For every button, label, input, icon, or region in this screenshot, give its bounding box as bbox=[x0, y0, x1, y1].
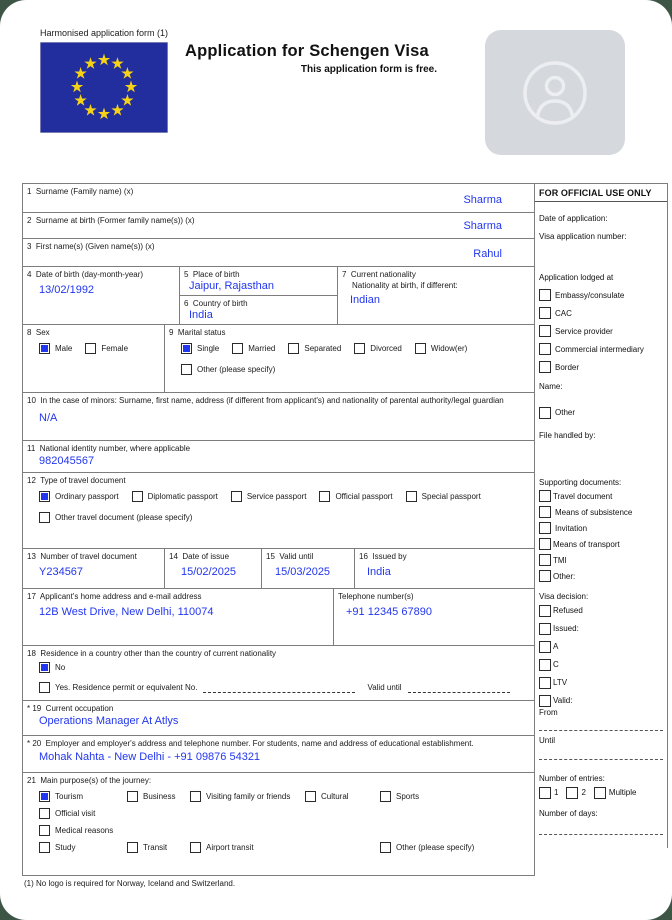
field-travel-document-type bbox=[23, 473, 534, 549]
border-label: Border bbox=[555, 362, 580, 372]
checkbox-divorced[interactable] bbox=[354, 343, 365, 354]
commercial-intermediary-label: Commercial intermediary bbox=[555, 344, 644, 354]
telephone-label: Telephone number(s) bbox=[338, 592, 414, 601]
field-surname bbox=[23, 184, 534, 213]
transit-label: Transit bbox=[143, 843, 168, 852]
residence-valid-until-blank[interactable] bbox=[408, 683, 510, 693]
checkbox-visa-valid[interactable] bbox=[539, 695, 551, 707]
official-passport-label: Official passport bbox=[335, 492, 393, 501]
checkbox-marital-other[interactable] bbox=[181, 364, 192, 375]
field-birth-nationality-group bbox=[23, 267, 534, 325]
field-first-name bbox=[23, 239, 534, 267]
field-issued-by bbox=[354, 549, 534, 588]
purpose-other-label: Other (please specify) bbox=[396, 843, 475, 852]
issued-by-value[interactable]: India bbox=[367, 566, 391, 578]
travel-document-number-value[interactable]: Y234567 bbox=[39, 566, 84, 578]
checkbox-female[interactable] bbox=[85, 343, 96, 354]
date-of-birth-label: 4 Date of birth (day-month-year) bbox=[27, 270, 144, 279]
single-label: Single bbox=[197, 344, 220, 353]
country-of-birth-label: 6 Country of birth bbox=[184, 299, 248, 308]
travel-document-type-label: 12 Type of travel document bbox=[27, 476, 126, 485]
name-label: Name: bbox=[539, 382, 563, 392]
lodged-other-label: Other bbox=[555, 408, 576, 418]
valid-until-label: 15 Valid until bbox=[266, 552, 314, 561]
residence-no-label: No bbox=[55, 663, 66, 672]
invitation-label: Invitation bbox=[555, 523, 588, 533]
field-telephone bbox=[333, 589, 534, 645]
field-residence-other-country bbox=[23, 646, 534, 701]
current-nationality-label: 7 Current nationality bbox=[342, 270, 416, 279]
field-national-id bbox=[23, 441, 534, 473]
service-passport-label: Service passport bbox=[246, 492, 307, 501]
widower-label: Widow(er) bbox=[430, 344, 468, 353]
residence-permit-number-blank[interactable] bbox=[203, 683, 355, 693]
checkbox-business[interactable] bbox=[127, 791, 138, 802]
national-id-label: 11 National identity number, where applicable bbox=[27, 444, 191, 453]
entries-multiple-label: Multiple bbox=[608, 788, 637, 798]
checkbox-diplomatic-passport[interactable] bbox=[132, 491, 143, 502]
refused-label: Refused bbox=[553, 606, 583, 616]
female-label: Female bbox=[101, 344, 129, 353]
checkbox-tmi[interactable] bbox=[539, 554, 551, 566]
surname-at-birth-label: 2 Surname at birth (Former family name(s)) (x) bbox=[27, 216, 195, 225]
until-date-blank[interactable] bbox=[539, 759, 663, 760]
country-of-birth-value[interactable]: India bbox=[189, 309, 213, 321]
field-date-of-birth bbox=[23, 267, 179, 324]
field-country-of-birth bbox=[180, 296, 337, 322]
journey-purpose-label: 21 Main purpose(s) of the journey: bbox=[27, 776, 152, 785]
current-nationality-value[interactable]: Indian bbox=[350, 294, 380, 306]
harmonised-form-label: Harmonised application form (1) bbox=[40, 28, 169, 38]
minors-label: 10 In the case of minors: Surname, first name, address (if different from applicant's) and nationality of parental authority/legal guardian bbox=[27, 396, 504, 405]
checkbox-entries-multiple[interactable] bbox=[594, 787, 606, 799]
other-travel-document-label: Other travel document (please specify) bbox=[55, 513, 193, 522]
cultural-label: Cultural bbox=[321, 792, 349, 801]
travel-document-label: Travel document bbox=[553, 491, 613, 501]
checkbox-visa-c[interactable] bbox=[539, 659, 551, 671]
checkbox-service-provider[interactable] bbox=[539, 325, 551, 337]
study-label: Study bbox=[55, 843, 76, 852]
checkbox-visa-ltv[interactable] bbox=[539, 677, 551, 689]
page-subtitle: This application form is free. bbox=[300, 64, 437, 75]
checkbox-lodged-other[interactable] bbox=[539, 407, 551, 419]
field-journey-purpose bbox=[23, 773, 534, 876]
visa-application-number-label: Visa application number: bbox=[539, 232, 627, 242]
field-employer bbox=[23, 736, 534, 773]
employer-value[interactable]: Mohak Nahta - New Delhi - +91 09876 54321 bbox=[39, 751, 261, 763]
issued-by-label: 16 Issued by bbox=[359, 552, 407, 561]
file-handled-by-label: File handled by: bbox=[539, 430, 596, 440]
visa-valid-label: Valid: bbox=[553, 696, 573, 706]
from-date-blank[interactable] bbox=[539, 730, 663, 731]
first-name-value[interactable]: Rahul bbox=[473, 247, 502, 260]
tmi-label: TMI bbox=[553, 555, 567, 565]
checkbox-visiting-family[interactable] bbox=[190, 791, 201, 802]
telephone-value[interactable]: +91 12345 67890 bbox=[346, 606, 432, 618]
field-current-nationality bbox=[337, 267, 534, 324]
travel-document-number-label: 13 Number of travel document bbox=[27, 552, 137, 561]
field-travel-document-details bbox=[23, 549, 534, 589]
field-place-of-birth bbox=[180, 267, 337, 296]
medical-reasons-label: Medical reasons bbox=[55, 826, 114, 835]
male-label: Male bbox=[55, 344, 73, 353]
service-provider-label: Service provider bbox=[555, 326, 613, 336]
first-name-label: 3 First name(s) (Given name(s)) (x) bbox=[27, 242, 155, 251]
date-of-issue-value[interactable]: 15/02/2025 bbox=[181, 566, 237, 578]
field-marital-status bbox=[164, 325, 534, 392]
checkbox-commercial-intermediary[interactable] bbox=[539, 343, 551, 355]
home-address-value[interactable]: 12B West Drive, New Delhi, 110074 bbox=[39, 606, 214, 618]
checkbox-refused[interactable] bbox=[539, 605, 551, 617]
means-of-subsistence-label: Means of subsistence bbox=[555, 507, 633, 517]
checkbox-official-passport[interactable] bbox=[319, 491, 330, 502]
embassy-consulate-label: Embassy/consulate bbox=[555, 290, 625, 300]
photo-placeholder[interactable] bbox=[485, 30, 625, 155]
airport-transit-label: Airport transit bbox=[206, 843, 254, 852]
checkbox-residence-yes[interactable] bbox=[39, 682, 50, 693]
checkbox-official-visit[interactable] bbox=[39, 808, 50, 819]
marital-status-label: 9 Marital status bbox=[169, 328, 226, 337]
from-label: From bbox=[539, 707, 558, 717]
place-of-birth-value[interactable]: Jaipur, Rajasthan bbox=[189, 280, 274, 292]
checkbox-entries-2[interactable] bbox=[566, 787, 578, 799]
checkbox-widower[interactable] bbox=[415, 343, 426, 354]
residence-yes-label: Yes. Residence permit or equivalent No. bbox=[55, 683, 198, 692]
field-place-country-of-birth bbox=[179, 267, 337, 324]
current-occupation-label: * 19 Current occupation bbox=[27, 704, 114, 713]
residence-valid-until-label: Valid until bbox=[367, 683, 402, 692]
checkbox-border[interactable] bbox=[539, 361, 551, 373]
number-of-entries-label: Number of entries: bbox=[539, 773, 605, 783]
current-occupation-value[interactable]: Operations Manager At Atlys bbox=[39, 715, 179, 727]
person-icon bbox=[519, 57, 591, 129]
business-label: Business bbox=[143, 792, 176, 801]
field-surname-at-birth bbox=[23, 213, 534, 239]
checkbox-airport-transit[interactable] bbox=[190, 842, 201, 853]
divorced-label: Divorced bbox=[370, 344, 402, 353]
entries-2-label: 2 bbox=[581, 788, 586, 798]
means-of-transport-label: Means of transport bbox=[553, 539, 620, 549]
footnote: (1) No logo is required for Norway, Iceland and Switzerland. bbox=[24, 879, 236, 888]
page-title: Application for Schengen Visa bbox=[185, 42, 429, 60]
form-body bbox=[22, 183, 668, 876]
date-of-issue-label: 14 Date of issue bbox=[169, 552, 230, 561]
checkbox-male[interactable] bbox=[39, 343, 50, 354]
date-of-birth-value[interactable]: 13/02/1992 bbox=[39, 284, 95, 296]
checkbox-cultural[interactable] bbox=[305, 791, 316, 802]
checkbox-transit[interactable] bbox=[127, 842, 138, 853]
official-use-sidebar bbox=[535, 184, 668, 848]
visiting-family-label: Visiting family or friends bbox=[206, 792, 291, 801]
application-lodged-at-label: Application lodged at bbox=[539, 272, 614, 282]
number-of-days-label: Number of days: bbox=[539, 808, 598, 818]
until-label: Until bbox=[539, 736, 556, 746]
sex-label: 8 Sex bbox=[27, 328, 50, 337]
visa-a-label: A bbox=[553, 642, 559, 652]
visa-c-label: C bbox=[553, 660, 559, 670]
sports-label: Sports bbox=[396, 792, 420, 801]
official-use-heading: FOR OFFICIAL USE ONLY bbox=[535, 184, 667, 202]
visa-decision-label: Visa decision: bbox=[539, 592, 589, 602]
married-label: Married bbox=[248, 344, 276, 353]
field-valid-until bbox=[261, 549, 354, 588]
checkbox-sports[interactable] bbox=[380, 791, 391, 802]
supporting-documents-label: Supporting documents: bbox=[539, 477, 622, 487]
field-current-occupation bbox=[23, 701, 534, 736]
checkbox-residence-no[interactable] bbox=[39, 662, 50, 673]
checkbox-ordinary-passport[interactable] bbox=[39, 491, 50, 502]
field-minors bbox=[23, 393, 534, 441]
checkbox-separated[interactable] bbox=[288, 343, 299, 354]
eu-flag bbox=[40, 42, 168, 133]
form-title-block bbox=[185, 42, 437, 75]
date-of-application-label: Date of application: bbox=[539, 214, 608, 223]
checkbox-cac[interactable] bbox=[539, 307, 551, 319]
checkbox-travel-document[interactable] bbox=[539, 490, 551, 502]
checkbox-service-passport[interactable] bbox=[231, 491, 242, 502]
field-date-of-issue bbox=[164, 549, 261, 588]
checkbox-special-passport[interactable] bbox=[406, 491, 417, 502]
checkbox-means-of-transport[interactable] bbox=[539, 538, 551, 550]
checkbox-medical-reasons[interactable] bbox=[39, 825, 50, 836]
cac-label: CAC bbox=[555, 308, 572, 318]
diplomatic-passport-label: Diplomatic passport bbox=[147, 492, 218, 501]
supporting-other-label: Other: bbox=[553, 571, 576, 581]
number-of-days-blank[interactable] bbox=[539, 834, 663, 835]
place-of-birth-label: 5 Place of birth bbox=[184, 270, 240, 279]
form-main-column bbox=[22, 184, 535, 876]
checkbox-tourism[interactable] bbox=[39, 791, 50, 802]
residence-label: 18 Residence in a country other than the country of current nationality bbox=[27, 649, 277, 658]
national-id-value[interactable]: 982045567 bbox=[39, 455, 95, 467]
tourism-label: Tourism bbox=[55, 792, 84, 801]
checkbox-supporting-other[interactable] bbox=[539, 570, 551, 582]
field-home-address bbox=[23, 589, 534, 646]
checkbox-embassy-consulate[interactable] bbox=[539, 289, 551, 301]
entries-1-label: 1 bbox=[554, 788, 559, 798]
employer-label: * 20 Employer and employer's address and telephone number. For students, name and address of educational establishment. bbox=[27, 739, 474, 748]
field-sex bbox=[23, 325, 164, 392]
checkbox-other-travel-document[interactable] bbox=[39, 512, 50, 523]
marital-other-label: Other (please specify) bbox=[197, 365, 276, 374]
surname-at-birth-value[interactable]: Sharma bbox=[463, 219, 502, 232]
visa-ltv-label: LTV bbox=[553, 678, 568, 688]
checkbox-study[interactable] bbox=[39, 842, 50, 853]
surname-label: 1 Surname (Family name) (x) bbox=[27, 187, 134, 196]
checkbox-visa-a[interactable] bbox=[539, 641, 551, 653]
checkbox-issued[interactable] bbox=[539, 623, 551, 635]
valid-until-value[interactable]: 15/03/2025 bbox=[275, 566, 331, 578]
nationality-at-birth-label: Nationality at birth, if different: bbox=[352, 281, 458, 290]
field-travel-document-number bbox=[23, 549, 164, 588]
issued-label: Issued: bbox=[553, 624, 579, 634]
checkbox-invitation[interactable] bbox=[539, 522, 551, 534]
field-sex-marital-group bbox=[23, 325, 534, 393]
separated-label: Separated bbox=[304, 344, 342, 353]
checkbox-purpose-other[interactable] bbox=[380, 842, 391, 853]
field-address bbox=[23, 589, 333, 645]
checkbox-entries-1[interactable] bbox=[539, 787, 551, 799]
checkbox-means-of-subsistence[interactable] bbox=[539, 506, 551, 518]
special-passport-label: Special passport bbox=[421, 492, 481, 501]
checkbox-single[interactable] bbox=[181, 343, 192, 354]
official-visit-label: Official visit bbox=[55, 809, 96, 818]
home-address-label: 17 Applicant's home address and e-mail address bbox=[27, 592, 202, 601]
checkbox-married[interactable] bbox=[232, 343, 243, 354]
surname-value[interactable]: Sharma bbox=[463, 193, 502, 206]
minors-value[interactable]: N/A bbox=[39, 412, 58, 424]
ordinary-passport-label: Ordinary passport bbox=[55, 492, 119, 501]
